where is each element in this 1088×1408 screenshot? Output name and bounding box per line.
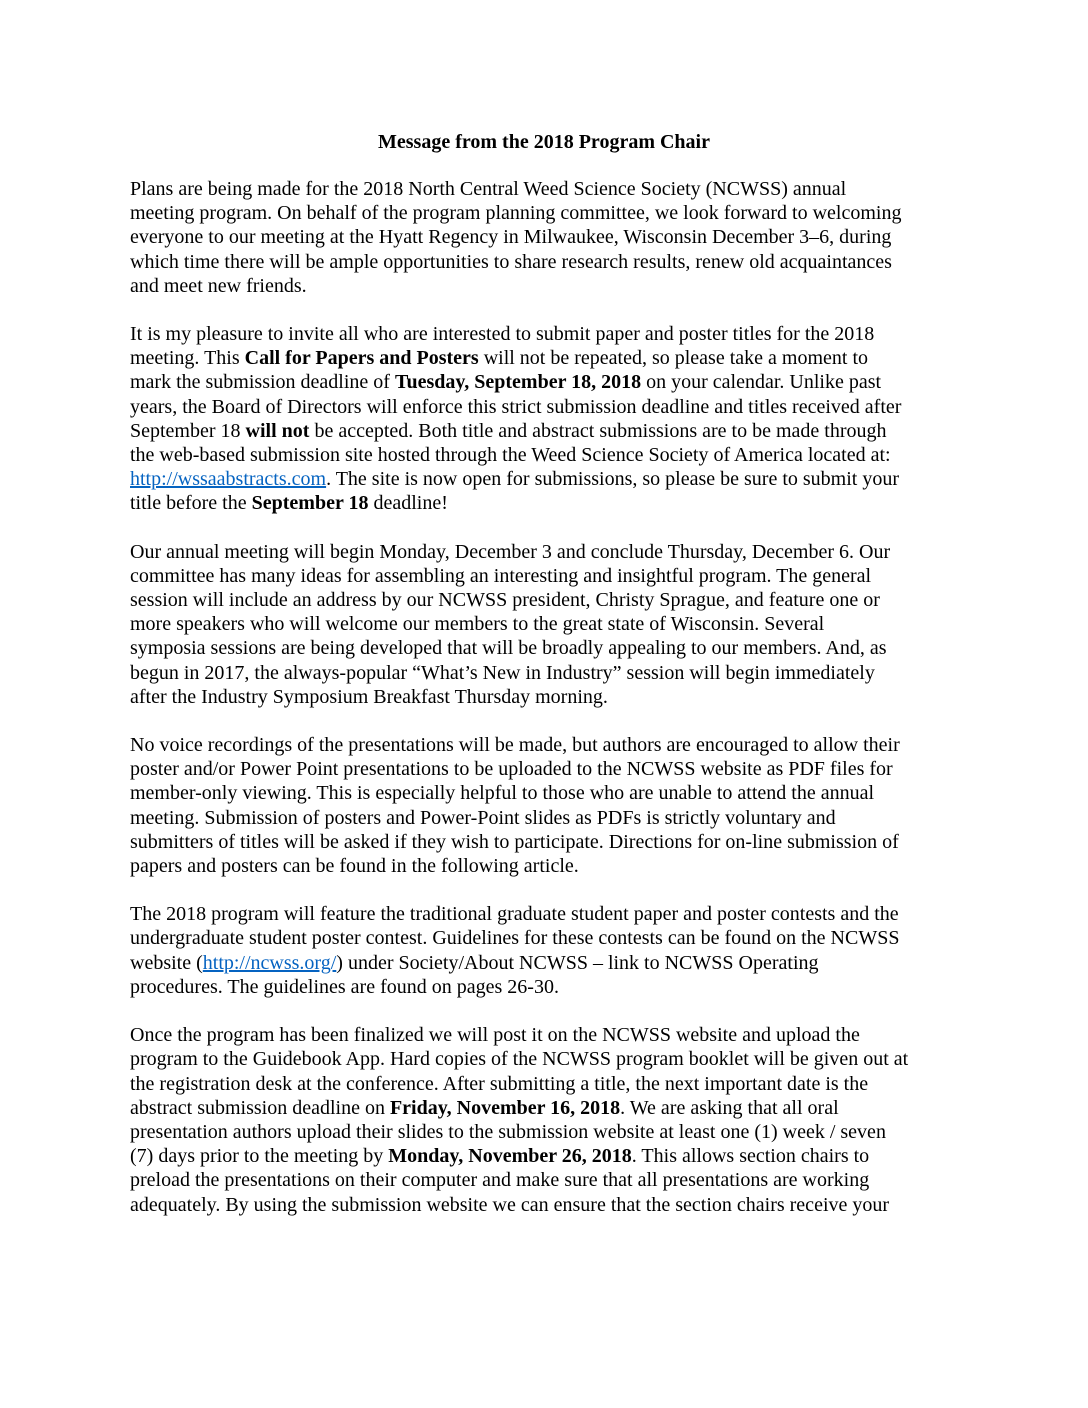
text-run: title before the: [130, 492, 252, 515]
text-line: adequately. By using the submission website we can ensure that the section chairs receive your: [130, 1193, 890, 1216]
text-line: begun in 2017, the always-popular “What’s New in Industry” session will begin immediately: [130, 661, 875, 684]
text-line: [130, 419, 970, 443]
text-line: No voice recordings of the presentations will be made, but authors are encouraged to allow their: [130, 734, 900, 757]
text-line: [130, 346, 970, 370]
text-line: [130, 467, 970, 491]
deadline-date: Friday, November 16, 2018: [389, 1096, 621, 1119]
text-line: Our annual meeting will begin Monday, December 3 and conclude Thursday, December 6. Our: [130, 540, 891, 563]
text-line: program to the Guidebook App. Hard copies of the NCWSS program booklet will be given out at: [130, 1048, 909, 1071]
text-line: more speakers who will welcome our members to the great state of Wisconsin. Several: [130, 613, 825, 636]
text-run: mark the submission deadline of: [130, 371, 395, 394]
text-run: be accepted. Both title and abstract submissions are to be made through: [309, 419, 887, 442]
paragraph-recordings: [130, 733, 970, 878]
bold-text: Call for Papers and Posters: [244, 347, 479, 370]
text-run: abstract submission deadline on: [130, 1096, 390, 1119]
text-line: [130, 370, 970, 394]
text-run: . We are asking that all oral: [620, 1096, 839, 1119]
text-line: It is my pleasure to invite all who are interested to submit paper and poster titles for the 2018: [130, 323, 875, 346]
text-run: will not be repeated, so please take a moment to: [478, 347, 869, 370]
text-line: submitters of titles will be asked if they wish to participate. Directions for on-line submission of: [130, 830, 899, 853]
text-line: years, the Board of Directors will enforce this strict submission deadline and titles received after: [130, 395, 902, 418]
text-line: committee has many ideas for assembling an interesting and insightful program. The general: [130, 564, 872, 587]
text-run: deadline!: [368, 492, 448, 515]
text-line: poster and/or Power Point presentations to be uploaded to the NCWSS website as PDF files for: [130, 758, 893, 781]
text-line: member-only viewing. This is especially helpful to those who are unable to attend the annual: [130, 782, 875, 805]
text-run: on your calendar. Unlike past: [641, 371, 882, 394]
text-line: presentation authors upload their slides to the submission website at least one (1) week / seven: [130, 1120, 886, 1143]
text-run: ) under Society/About NCWSS – link to NCWSS Operating: [336, 951, 819, 974]
text-run: meeting. This: [130, 347, 245, 370]
wssa-abstracts-link[interactable]: http://wssaabstracts.com: [130, 468, 327, 491]
bold-text: will not: [245, 419, 310, 442]
text-run: September 18: [130, 419, 246, 442]
text-line: Plans are being made for the 2018 North Central Weed Science Society (NCWSS) annual: [130, 178, 847, 200]
paragraph-intro: [130, 177, 970, 298]
paragraph-meeting-schedule: [130, 540, 970, 709]
text-line: and meet new friends.: [130, 274, 307, 297]
ncwss-website-link[interactable]: http://ncwss.org/: [202, 951, 337, 974]
deadline-date: Tuesday, September 18, 2018: [394, 371, 642, 394]
text-line: The 2018 program will feature the traditional graduate student paper and poster contests and the: [130, 903, 899, 926]
document-body: [130, 177, 970, 1241]
paragraph-program-finalization: [130, 1023, 970, 1217]
text-line: [130, 1144, 970, 1168]
page-title: Message from the 2018 Program Chair: [378, 131, 710, 153]
text-run: website (: [130, 951, 203, 974]
text-line: after the Industry Symposium Breakfast Thursday morning.: [130, 685, 608, 708]
text-line: procedures. The guidelines are found on pages 26-30.: [130, 975, 559, 998]
text-line: the web-based submission site hosted through the Weed Science Society of America located at:: [130, 444, 891, 467]
deadline-date: Monday, November 26, 2018: [388, 1145, 632, 1168]
text-line: [130, 491, 970, 515]
text-line: [130, 1096, 970, 1120]
bold-text: September 18: [251, 492, 369, 515]
text-line: preload the presentations on their computer and make sure that all presentations are working: [130, 1169, 870, 1192]
text-line: meeting. Submission of posters and Power-Point slides as PDFs is strictly voluntary and: [130, 806, 836, 829]
text-line: undergraduate student poster contest. Guidelines for these contests can be found on the NCWSS: [130, 927, 900, 950]
text-line: papers and posters can be found in the following article.: [130, 855, 579, 878]
text-line: which time there will be ample opportunities to share research results, renew old acquaintances: [130, 250, 892, 273]
text-line: the registration desk at the conference. After submitting a title, the next important date is the: [130, 1072, 869, 1095]
text-run: . This allows section chairs to: [631, 1145, 870, 1168]
text-line: meeting program. On behalf of the program planning committee, we look forward to welcoming: [130, 202, 902, 225]
text-line: symposia sessions are being developed that will be broadly appealing to our members. And, as: [130, 637, 887, 660]
text-line: everyone to our meeting at the Hyatt Regency in Milwaukee, Wisconsin December 3–6, during: [130, 226, 892, 249]
paragraph-contests: [130, 902, 970, 999]
text-run: (7) days prior to the meeting by: [130, 1145, 389, 1168]
text-line: session will include an address by our NCWSS president, Christy Sprague, and feature one or: [130, 589, 880, 612]
text-line: Once the program has been finalized we will post it on the NCWSS website and upload the: [130, 1024, 860, 1047]
text-line: [130, 951, 970, 975]
text-run: . The site is now open for submissions, so please be sure to submit your: [326, 468, 899, 491]
paragraph-call-for-papers: [130, 322, 970, 516]
